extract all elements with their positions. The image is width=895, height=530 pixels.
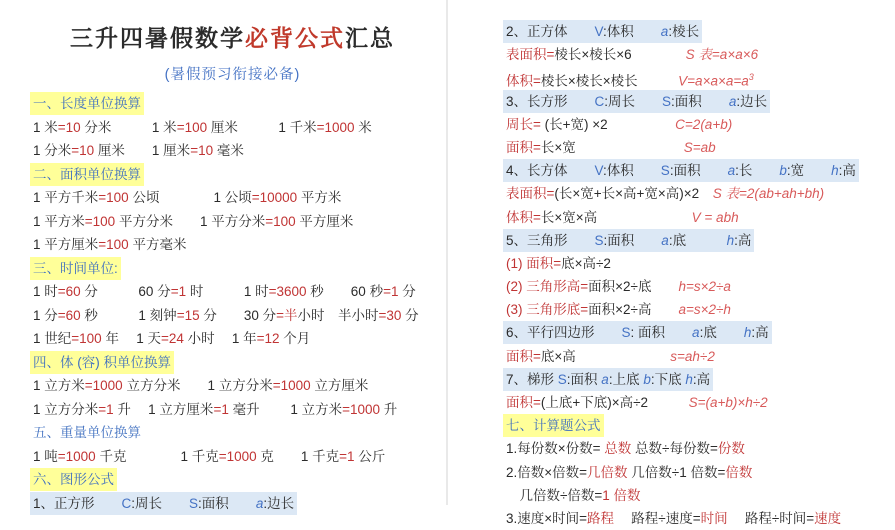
text-segment: 七、计算题公式 [506,418,601,434]
text-segment: C [121,495,132,511]
formula-line [503,136,888,159]
shape-header-square [30,492,435,516]
line-content [30,304,422,327]
text-segment: 路程÷速度= [614,510,701,526]
text-segment: :高 [751,325,769,341]
text-segment [651,302,678,317]
text-segment: 面积×2÷底 [588,279,652,295]
shape-header-triangle [503,229,888,252]
section-heading-shape-formulas [30,468,435,492]
formula-line [503,461,888,484]
text-segment: 分 [401,307,419,323]
text-segment: a [255,495,264,511]
text-segment: h [831,163,839,179]
text-segment: 克 1 千克 [256,448,340,464]
text-segment: =100 [265,213,296,229]
formula-line [30,280,435,304]
text-segment: :高 [692,371,711,387]
text-segment: 三升四暑假数学 [70,25,245,51]
formula-line [30,210,435,234]
text-segment: b [779,163,787,179]
text-segment: :宽 [786,163,832,179]
text-segment: 秒 1 刻钟 [80,307,177,323]
line-content [503,507,844,530]
line-content [503,437,748,460]
formula-line [30,327,435,351]
formula-line [30,445,435,469]
text-segment [632,47,686,62]
heading-highlight [30,257,121,280]
text-segment: s=ah÷2 [670,348,715,364]
heading-highlight [503,414,604,437]
text-segment: :周长 [131,495,190,511]
text-segment: S=ab [683,139,716,155]
formula-line [503,43,888,66]
text-segment: 升 [380,401,398,417]
text-segment: :棱长 [668,24,700,39]
text-segment: 平方厘米 [295,213,354,229]
text-segment: 1 倍数 [602,487,641,503]
heading-highlight [30,351,174,374]
line-content [503,321,772,344]
text-segment: :面积 [603,232,662,248]
line-content [30,280,419,303]
text-segment: =60 [57,284,81,299]
text-segment: :底 [668,232,727,248]
text-segment: =1000 [272,378,311,393]
text-segment: =1 [98,401,114,417]
line-content [503,252,614,275]
heading-highlight [30,163,144,186]
text-segment: 周长= [506,116,541,132]
text-segment: 小时 半小时 [297,307,379,323]
text-segment: 1 米 [33,119,58,135]
text-segment: 五、重量单位换算 [33,425,141,440]
text-segment: 年 1 天 [101,331,161,346]
text-segment: 一、长度单位换算 [33,96,141,111]
text-segment: =10 [71,143,95,158]
right-column [503,13,888,530]
line-content [30,210,356,233]
text-segment: a [661,232,669,248]
text-segment: 毫升 1 立方米 [228,401,343,417]
text-segment: 时 1 时 [186,284,269,299]
shape-header-cube [503,20,888,43]
formula-line [30,374,435,398]
text-segment: =100 [176,119,208,135]
text-segment: V [594,24,604,39]
text-segment: :周长 [604,93,663,109]
shape-header-cuboid [503,159,888,182]
text-segment: =1 [170,284,187,299]
text-segment: 总数÷每份数= [631,441,718,457]
text-segment: S [660,163,670,179]
formula-line [503,252,888,275]
formula-line [30,398,435,422]
section-heading-weight-units [30,421,435,445]
formula-line [503,182,888,205]
text-segment: 棱长×棱长×6 [554,47,632,63]
text-segment: =12 [256,331,280,346]
line-content [503,229,754,252]
text-segment: 3.速度×时间= [506,510,588,526]
text-segment: 平方分米 1 平方分米 [115,213,266,229]
section-heading-time-units [30,257,435,281]
text-segment: 时间 [700,510,728,526]
text-segment: 分 [398,284,416,299]
text-segment: :上底 [608,371,644,387]
line-content [503,43,761,66]
text-segment: 公顷 1 公顷 [128,190,252,205]
line-content [30,421,144,444]
text-segment: 平方毫米 [128,237,187,252]
heading-highlight [30,468,117,491]
text-segment: =半 [276,307,298,323]
text-segment: =100 [98,237,129,252]
text-segment: (1) 面积= [506,255,562,271]
text-segment: :面积 [671,93,729,109]
text-segment: a [660,24,669,39]
text-segment: a [601,371,609,387]
text-segment: 分米 1 米 [80,119,177,135]
text-segment: 六、图形公式 [33,472,114,487]
text-segment: =100 [98,190,129,205]
section-heading-area-units [30,163,435,187]
text-segment: b [643,371,651,387]
line-content [30,445,388,468]
text-segment: (上底+下底)×高÷2 [540,395,649,410]
section-heading-volume-units [30,351,435,375]
text-segment [597,210,692,225]
text-segment: =10 [190,143,214,158]
text-segment: 四、体 (容) 积单位换算 [33,354,171,370]
text-segment: 千克 1 千克 [95,448,219,464]
text-segment: 1、正方形 [33,495,122,511]
text-segment: a [727,163,736,179]
text-segment: (2) 三角形高= [506,279,589,295]
text-segment: 平方米 [297,190,342,205]
text-segment: S [557,371,567,387]
text-segment: 1 时 [33,284,58,299]
line-content [30,492,297,515]
text-segment: 长×宽×高 [540,209,598,225]
text-segment: 长×宽 [540,139,576,155]
text-segment: =1000 [84,378,123,393]
text-segment: 二、面积单位换算 [33,166,141,182]
line-content [30,116,375,139]
text-segment: 立方分米 1 立方分米 [122,378,273,393]
text-segment: 公斤 [354,448,386,464]
text-segment: 分 60 分 [80,284,171,299]
shape-header-rectangle [503,90,888,113]
text-segment: 几倍数÷1 倍数= [627,464,726,480]
text-segment: =1 [213,401,229,417]
text-segment: C=2(a+b) [675,116,733,132]
shape-header-trapezoid [503,368,888,391]
text-segment: 米 [354,119,372,135]
text-segment: =60 [57,307,81,323]
line-content [503,345,718,368]
text-segment: :体积 [603,24,661,39]
text-segment [648,395,689,410]
text-segment: =100 [84,213,116,229]
line-content [30,327,313,350]
line-content [503,90,770,113]
line-content [503,159,859,182]
text-segment [576,140,684,155]
line-content [503,136,719,159]
formula-line [503,275,888,298]
text-segment: 分 30 分 [199,307,277,323]
formula-line [503,391,888,414]
text-segment: =1 [383,284,399,299]
text-segment: 体积= [506,209,541,225]
formula-line [503,113,888,136]
text-segment: a=s×2÷h [678,302,731,318]
text-segment: 汇总 [345,25,395,51]
section-heading-calculation-formulas [503,414,888,437]
text-segment: 1 平方厘米 [33,237,99,252]
text-segment: 立方厘米 [310,378,369,393]
line-content [503,368,713,391]
left-column-lines [30,92,435,515]
text-segment: :高 [734,232,752,248]
text-segment: 秒 60 秒 [306,284,384,299]
text-segment: :体积 [603,163,661,179]
formula-line [30,116,435,140]
text-segment: 1 平方千米 [33,190,99,205]
text-segment: 厘米 1 厘米 [94,143,191,158]
text-segment: 1 分 [33,307,58,323]
text-segment: 4、长方体 [506,163,595,179]
text-segment: :长 [735,163,780,179]
text-segment: :底 [699,325,744,341]
text-segment: =1 [339,448,355,464]
formula-line [503,484,888,507]
text-segment: 3 [748,72,754,83]
text-segment: C [594,93,605,109]
text-segment: :边长 [736,93,768,109]
formula-line [503,437,888,460]
text-segment: h [685,371,693,387]
text-segment: h [726,232,735,248]
text-segment: 速度 [814,510,842,526]
formula-line [503,507,888,530]
text-segment: h [743,325,752,341]
text-segment: :下底 [650,371,686,387]
line-content [30,374,371,397]
text-segment: 厘米 1 千米 [207,119,317,135]
text-segment: =1000 [218,448,257,464]
formula-line [30,186,435,210]
formula-line [30,233,435,257]
text-segment: : 面积 [630,325,693,341]
formula-line [503,298,888,321]
text-segment: 路程 [587,510,615,526]
text-segment: 5、三角形 [506,232,595,248]
text-segment [638,74,679,89]
line-content [30,139,247,162]
text-segment: :面积 [669,163,728,179]
text-segment: 毫米 [213,143,244,158]
text-segment: :边长 [263,495,295,511]
text-segment: :高 [838,163,856,179]
text-segment: 1 立方米 [33,378,85,393]
formula-line [30,304,435,328]
page-subtitle: (暑假预习衔接必备) [164,67,301,83]
text-segment [699,186,713,201]
text-segment: =1000 [316,119,355,135]
line-content [503,275,734,298]
text-segment [608,117,676,132]
formula-line [30,139,435,163]
text-segment: 面积= [506,348,541,364]
text-segment: =1000 [342,401,381,417]
text-segment: 份数 [717,441,745,457]
line-content [503,461,755,484]
text-segment: V [594,163,604,179]
section-heading-length-units [30,92,435,116]
text-segment: 1 立方分米 [33,401,99,417]
text-segment: S [621,325,631,341]
text-segment: 表面积= [506,186,555,202]
text-segment: V = abh [691,209,739,225]
text-segment: 面积×2÷高 [588,302,652,318]
text-segment: S 表=a×a×6 [685,47,759,63]
text-segment: 1 吨 [33,448,58,464]
text-segment: 面积= [506,139,541,155]
text-segment: =24 [160,331,184,346]
text-segment [576,349,671,364]
text-segment: (3) 三角形底= [506,302,589,318]
text-segment: 棱长×棱长×棱长 [540,73,638,89]
text-segment: 总数 [600,441,632,457]
text-segment: 小时 1 年 [183,331,257,346]
text-segment: 三、时间单位: [33,260,118,276]
text-segment: 几倍数÷倍数= [506,487,603,503]
shape-header-parallelogram [503,321,888,344]
text-segment: 2、正方体 [506,24,595,39]
text-segment: =10 [57,119,81,135]
text-segment: =30 [378,307,402,323]
text-segment: S [662,93,672,109]
text-segment: V=a×a×a=a [678,73,749,89]
text-segment: h=s×2÷a [678,279,731,295]
text-segment: 1 分米 [33,143,72,158]
line-content [503,20,702,43]
text-segment: S 表=2(ab+ah+bh) [712,186,825,202]
text-segment: 表面积= [506,47,555,63]
text-segment: a [728,93,737,109]
line-content [30,186,344,209]
text-segment: 1 平方米 [33,213,85,229]
line-content [503,298,734,321]
text-segment: =1000 [57,448,96,464]
text-segment: (长+宽) ×2 [540,116,608,132]
text-segment: :面积 [566,371,602,387]
text-segment: a [692,325,700,341]
line-content [503,484,644,507]
text-segment: (长×宽+长×高+宽×高)×2 [554,186,700,202]
text-segment: 路程÷时间= [727,510,815,526]
column-divider [446,0,448,505]
text-segment: S=(a+b)×h÷2 [688,395,768,410]
text-segment: S [189,495,199,511]
formula-line [503,206,888,229]
text-segment: 1 世纪 [33,331,72,346]
line-content [503,206,742,229]
text-segment: 体积= [506,73,541,89]
text-segment: 3、长方形 [506,93,595,109]
heading-highlight [30,92,144,115]
page-title [30,22,435,54]
text-segment: =100 [71,331,102,346]
text-segment: 升 1 立方厘米 [113,401,214,417]
formula-line [503,66,888,89]
text-segment: 必背公式 [245,25,345,51]
text-segment: 面积= [506,395,541,410]
text-segment [651,279,678,294]
text-segment: 1.每份数×份数= [506,441,601,457]
line-content [30,398,400,421]
right-column-lines [503,20,888,530]
text-segment: =10000 [251,190,298,205]
formula-line [503,345,888,368]
text-segment: 倍数 [725,464,753,480]
text-segment: 底×高÷2 [561,255,611,271]
text-segment: 6、平行四边形 [506,325,622,341]
text-segment: 底×高 [540,348,576,364]
text-segment: 7、梯形 [506,371,558,387]
text-segment: =15 [176,307,200,323]
line-content [30,233,189,256]
text-segment: 2.倍数×倍数= [506,464,588,480]
text-segment: 个月 [279,331,311,346]
text-segment: S [594,232,604,248]
text-segment: :面积 [198,495,256,511]
line-content [503,113,735,136]
line-content [503,182,827,205]
text-segment: =3600 [268,284,307,299]
left-column [30,0,435,515]
text-segment: 几倍数 [587,464,628,480]
line-content [503,391,771,414]
